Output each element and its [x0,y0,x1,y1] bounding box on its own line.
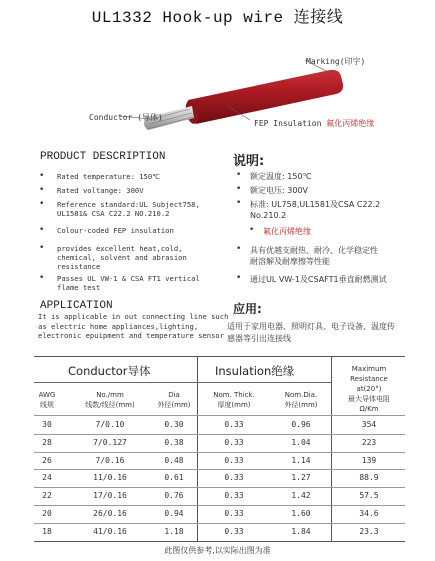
cell-resistance: 34.6 [359,509,379,518]
cell-strands: 7/0.127 [93,437,127,447]
header-bottom-rule [34,415,405,416]
cell-conductor-dia: 0.94 [164,509,184,518]
cell-resistance: 139 [361,455,377,465]
cell-thickness: 0.33 [224,437,244,447]
spec-item-voltage: • Rated voltange: 300V [39,185,144,195]
product-description-heading: PRODUCT DESCRIPTION [40,151,166,163]
bullet-icon: • [236,170,242,180]
spec-item-resistance: • provides excellent heat,cold, chemical, solvent and abrasion resistance [39,243,187,271]
col-header-outer-dia: Nom.Dia. 外径(mm) [284,391,318,409]
cell-conductor-dia: 1.18 [164,526,184,536]
bullet-icon: • [39,273,45,283]
spec-item-standard: • Reference standard:UL Subject758, UL1581& CSA C22.2 NO.210.2 [39,199,200,218]
cn-item-performance: • 具有优越支耐热、耐冷、化学稳定性 耐溶解及耐摩擦等性能 [236,244,378,266]
cn-item-standard: • 标准: UL758,UL1581及CSA C22.2 No.210.2 [236,198,381,220]
cell-conductor-dia: 0.76 [164,491,184,501]
cell-strands: 7/0.16 [95,455,125,465]
cn-item-insulation: • 氟化丙烯绝缘 [249,225,311,236]
cell-strands: 7/0.10 [95,420,125,429]
wire-diagram [0,40,435,150]
bullet-icon: • [39,199,45,209]
cn-application-heading: 应用: [233,302,262,316]
cell-awg: 22 [42,491,52,501]
cell-thickness: 0.33 [224,473,244,483]
cell-thickness: 0.33 [224,526,244,536]
cell-resistance: 88.9 [359,473,379,483]
resistance-header: Maximum Resistance at(20°) 最大导体电阻 Ω/Km [348,365,390,413]
cell-resistance: 57.5 [359,491,379,501]
cell-awg: 24 [42,473,52,483]
col-header-conductor-dia: Dia 外径(mm) [157,391,191,409]
cell-awg: 26 [42,455,52,465]
cell-resistance: 223 [361,437,377,447]
cn-item-voltage: • 额定电压: 300V [236,184,308,195]
cell-strands: 11/0.16 [93,473,127,483]
spec-item-temperature: • Rated temperature: 150℃ [39,171,161,181]
col-header-strands: No./mm 线数/线径(mm) [85,391,135,409]
cell-outer-dia: 1.84 [291,526,311,536]
cell-outer-dia: 1.04 [291,437,311,447]
cell-awg: 20 [42,509,52,518]
cell-awg: 18 [42,526,52,536]
conductor-group-title: Conductor导体 [68,364,151,378]
cell-awg: 28 [42,437,52,447]
cell-thickness: 0.33 [224,509,244,518]
cell-outer-dia: 1.14 [291,455,311,465]
fep-insulation-label [254,118,374,129]
cell-strands: 26/0.16 [93,509,127,518]
conductor-label: Conductor (导体) [89,113,163,122]
bullet-icon: • [236,184,242,194]
spec-item-insulation: • Colour-coded FEP insulation [39,225,174,235]
cell-outer-dia: 1.27 [291,473,311,483]
insulation-body [184,70,343,125]
bullet-icon: • [39,243,45,253]
cell-thickness: 0.33 [224,491,244,501]
cell-outer-dia: 1.60 [291,509,311,518]
bullet-icon: • [236,198,242,208]
cell-conductor-dia: 0.61 [164,473,184,483]
cell-resistance: 354 [361,420,377,429]
table-divider [331,357,332,541]
row-rule [34,487,405,488]
col-header-awg: AWG 线规 [38,391,56,409]
fep-label-en: FEP Insulation [254,119,322,128]
cell-conductor-dia: 0.48 [164,455,184,465]
cell-conductor-dia: 0.30 [164,420,184,429]
bullet-icon: • [236,244,242,254]
spec-table [34,356,405,542]
application-text: It is applicable in out connecting line such as electric home appliances,lighting, electronic epuipment and temperature sensor [38,312,229,340]
bullet-icon: • [236,273,242,283]
marking-label: Marking(印字) [306,57,366,66]
cn-application-text: 适用于家用电器、照明灯具、电子设备、温度传 感器等引出连接线 [227,322,395,343]
cell-conductor-dia: 0.38 [164,437,184,447]
cell-thickness: 0.33 [224,420,244,429]
cell-strands: 41/0.16 [93,526,127,536]
cell-thickness: 0.33 [224,455,244,465]
cell-strands: 17/0.16 [93,491,127,501]
bullet-icon: • [39,225,45,235]
row-rule [34,469,405,470]
fep-label-cn: 氟化丙烯绝缘 [326,119,375,128]
bullet-icon: • [39,185,45,195]
row-rule [34,523,405,524]
footer-note: 此图仅供参考,以实际出图为准 [164,546,271,555]
bullet-icon: • [249,225,255,235]
col-header-thickness: Nom. Thick. 厚度(mm) [213,391,255,409]
insulation-group-title: Insulation绝缘 [215,364,295,378]
cn-item-temperature: • 额定温度: 150℃ [236,170,312,181]
cell-awg: 30 [42,420,52,429]
application-heading: APPLICATION [40,300,113,312]
spec-item-flame-test: • Passes UL VW-1 & CSA FT1 vertical flame test [39,273,200,292]
cell-outer-dia: 1.42 [291,491,311,501]
row-rule [34,452,405,453]
row-rule [34,434,405,435]
cell-resistance: 23.3 [359,526,379,536]
cell-outer-dia: 0.96 [291,420,311,429]
bullet-icon: • [39,171,45,181]
cn-item-flame-test: • 通过UL VW-1及CSAFT1垂直耐燃测试 [236,273,387,284]
page-title: UL1332 Hook-up wire 连接线 [91,9,344,27]
row-rule [34,505,405,506]
header-rule [34,382,331,383]
cn-description-heading: 说明: [233,154,265,169]
